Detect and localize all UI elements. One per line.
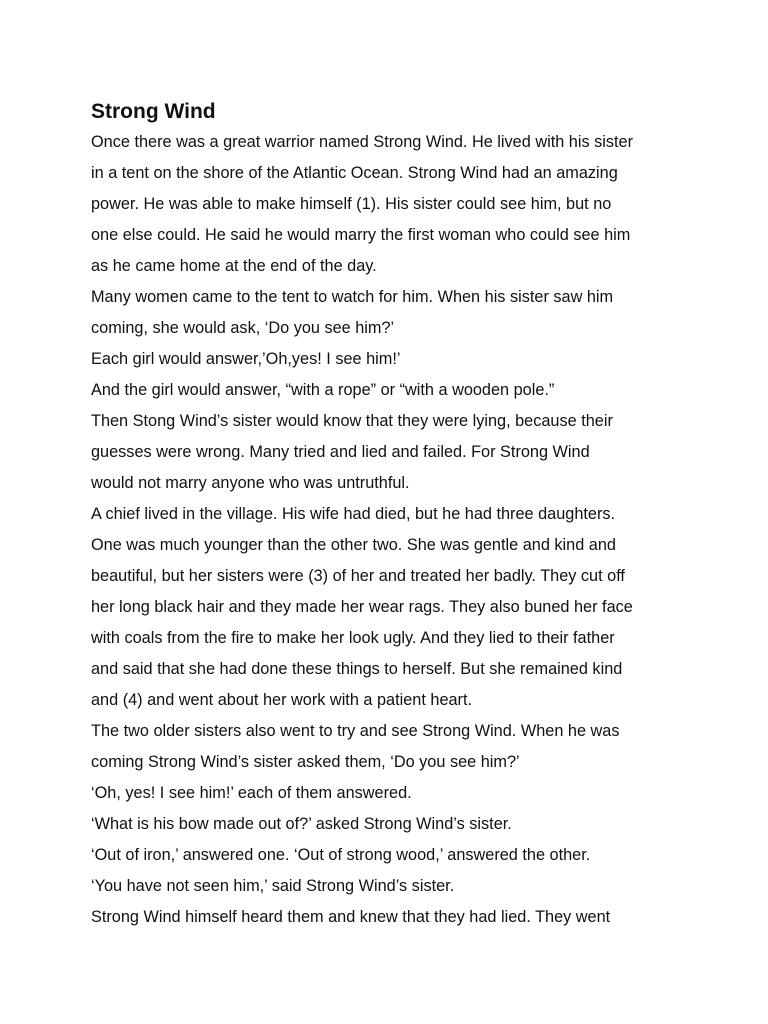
document-body xyxy=(91,127,691,933)
text-line: as he came home at the end of the day. xyxy=(91,257,377,275)
text-line: One was much younger than the other two. She was gentle and kind and xyxy=(91,536,616,554)
text-line: and said that she had done these things to herself. But she remained kind xyxy=(91,660,623,678)
text-line: A chief lived in the village. His wife had died, but he had three daughters. xyxy=(91,505,616,523)
text-line: ‘Oh, yes! I see him!’ each of them answered. xyxy=(91,784,412,802)
text-line: Each girl would answer,’Oh,yes! I see him!’ xyxy=(91,350,401,368)
text-line: one else could. He said he would marry the first woman who could see him xyxy=(91,226,631,244)
text-line: with coals from the fire to make her look ugly. And they lied to their father xyxy=(91,629,615,647)
text-line: guesses were wrong. Many tried and lied and failed. For Strong Wind xyxy=(91,443,590,461)
text-line: in a tent on the shore of the Atlantic Ocean. Strong Wind had an amazing xyxy=(91,164,618,182)
document-page xyxy=(91,96,691,933)
text-line: Once there was a great warrior named Strong Wind. He lived with his sister xyxy=(91,133,634,151)
text-line: Many women came to the tent to watch for him. When his sister saw him xyxy=(91,288,614,306)
document-title: Strong Wind xyxy=(91,100,216,123)
text-line: ‘What is his bow made out of?’ asked Strong Wind’s sister. xyxy=(91,815,512,833)
text-line: ‘Out of iron,’ answered one. ‘Out of strong wood,’ answered the other. xyxy=(91,846,591,864)
text-line: coming, she would ask, ‘Do you see him?’ xyxy=(91,319,395,337)
text-line: power. He was able to make himself (1). His sister could see him, but no xyxy=(91,195,612,213)
text-line: Strong Wind himself heard them and knew that they had lied. They went xyxy=(91,908,611,926)
text-line: The two older sisters also went to try and see Strong Wind. When he was xyxy=(91,722,620,740)
text-line: coming Strong Wind’s sister asked them, ‘Do you see him?’ xyxy=(91,753,520,771)
text-line: would not marry anyone who was untruthful. xyxy=(91,474,410,492)
text-line: her long black hair and they made her wear rags. They also buned her face xyxy=(91,598,633,616)
text-line: Then Stong Wind’s sister would know that they were lying, because their xyxy=(91,412,613,430)
text-line: and (4) and went about her work with a patient heart. xyxy=(91,691,473,709)
text-line: ‘You have not seen him,’ said Strong Wind’s sister. xyxy=(91,877,455,895)
text-line: beautiful, but her sisters were (3) of her and treated her badly. They cut off xyxy=(91,567,625,585)
text-line: And the girl would answer, “with a rope” or “with a wooden pole.” xyxy=(91,381,555,399)
